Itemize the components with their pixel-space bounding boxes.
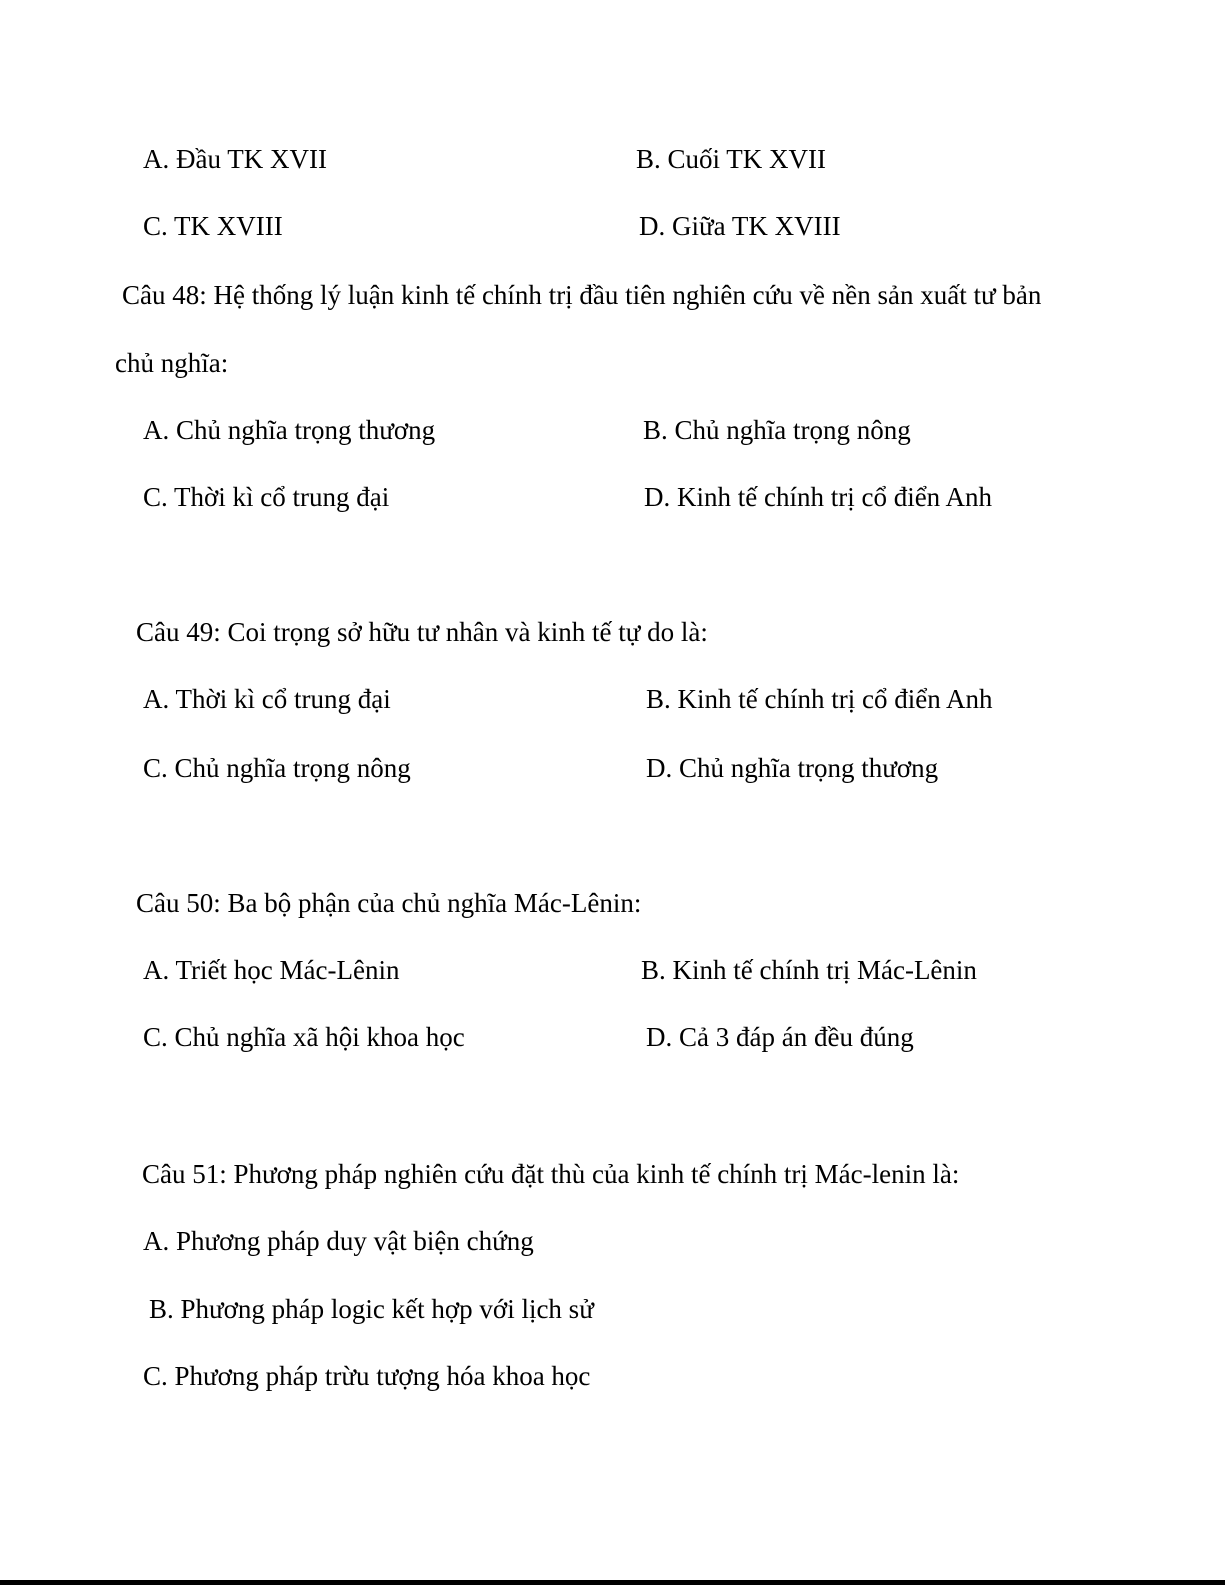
q49-option-a: A. Thời kì cổ trung đại <box>143 684 391 714</box>
q48-option-b: B. Chủ nghĩa trọng nông <box>643 415 911 445</box>
q51-option-c: C. Phương pháp trừu tượng hóa khoa học <box>143 1361 591 1391</box>
q50-stem: Câu 50: Ba bộ phận của chủ nghĩa Mác-Lênin: <box>136 888 642 918</box>
q49-option-b: B. Kinh tế chính trị cổ điển Anh <box>646 684 993 714</box>
q49-option-c: C. Chủ nghĩa trọng nông <box>143 753 411 783</box>
q48-option-d: D. Kinh tế chính trị cổ điển Anh <box>644 482 992 512</box>
q49-option-d: D. Chủ nghĩa trọng thương <box>646 753 939 783</box>
q50-option-a: A. Triết học Mác-Lênin <box>143 955 400 985</box>
page-bottom-rule <box>0 1580 1225 1585</box>
q48-option-c: C. Thời kì cổ trung đại <box>143 482 390 512</box>
q50-option-c: C. Chủ nghĩa xã hội khoa học <box>143 1022 465 1052</box>
prev-option-b: B. Cuối TK XVII <box>636 144 827 174</box>
prev-option-d: D. Giữa TK XVIII <box>639 211 841 241</box>
q49-stem: Câu 49: Coi trọng sở hữu tư nhân và kinh tế tự do là: <box>136 617 708 647</box>
q48-option-a: A. Chủ nghĩa trọng thương <box>143 415 436 445</box>
q50-option-d: D. Cả 3 đáp án đều đúng <box>646 1022 914 1052</box>
q48-stem-line2: chủ nghĩa: <box>115 348 229 378</box>
q50-option-b: B. Kinh tế chính trị Mác-Lênin <box>641 955 977 985</box>
q48-stem-line1: Câu 48: Hệ thống lý luận kinh tế chính trị đầu tiên nghiên cứu về nền sản xuất tư bản <box>122 280 1042 310</box>
prev-option-c: C. TK XVIII <box>143 211 283 241</box>
prev-option-a: A. Đầu TK XVII <box>143 144 327 174</box>
q51-stem: Câu 51: Phương pháp nghiên cứu đặt thù của kinh tế chính trị Mác-lenin là: <box>142 1159 960 1189</box>
q51-option-b: B. Phương pháp logic kết hợp với lịch sử <box>149 1294 594 1324</box>
q51-option-a: A. Phương pháp duy vật biện chứng <box>143 1226 534 1256</box>
